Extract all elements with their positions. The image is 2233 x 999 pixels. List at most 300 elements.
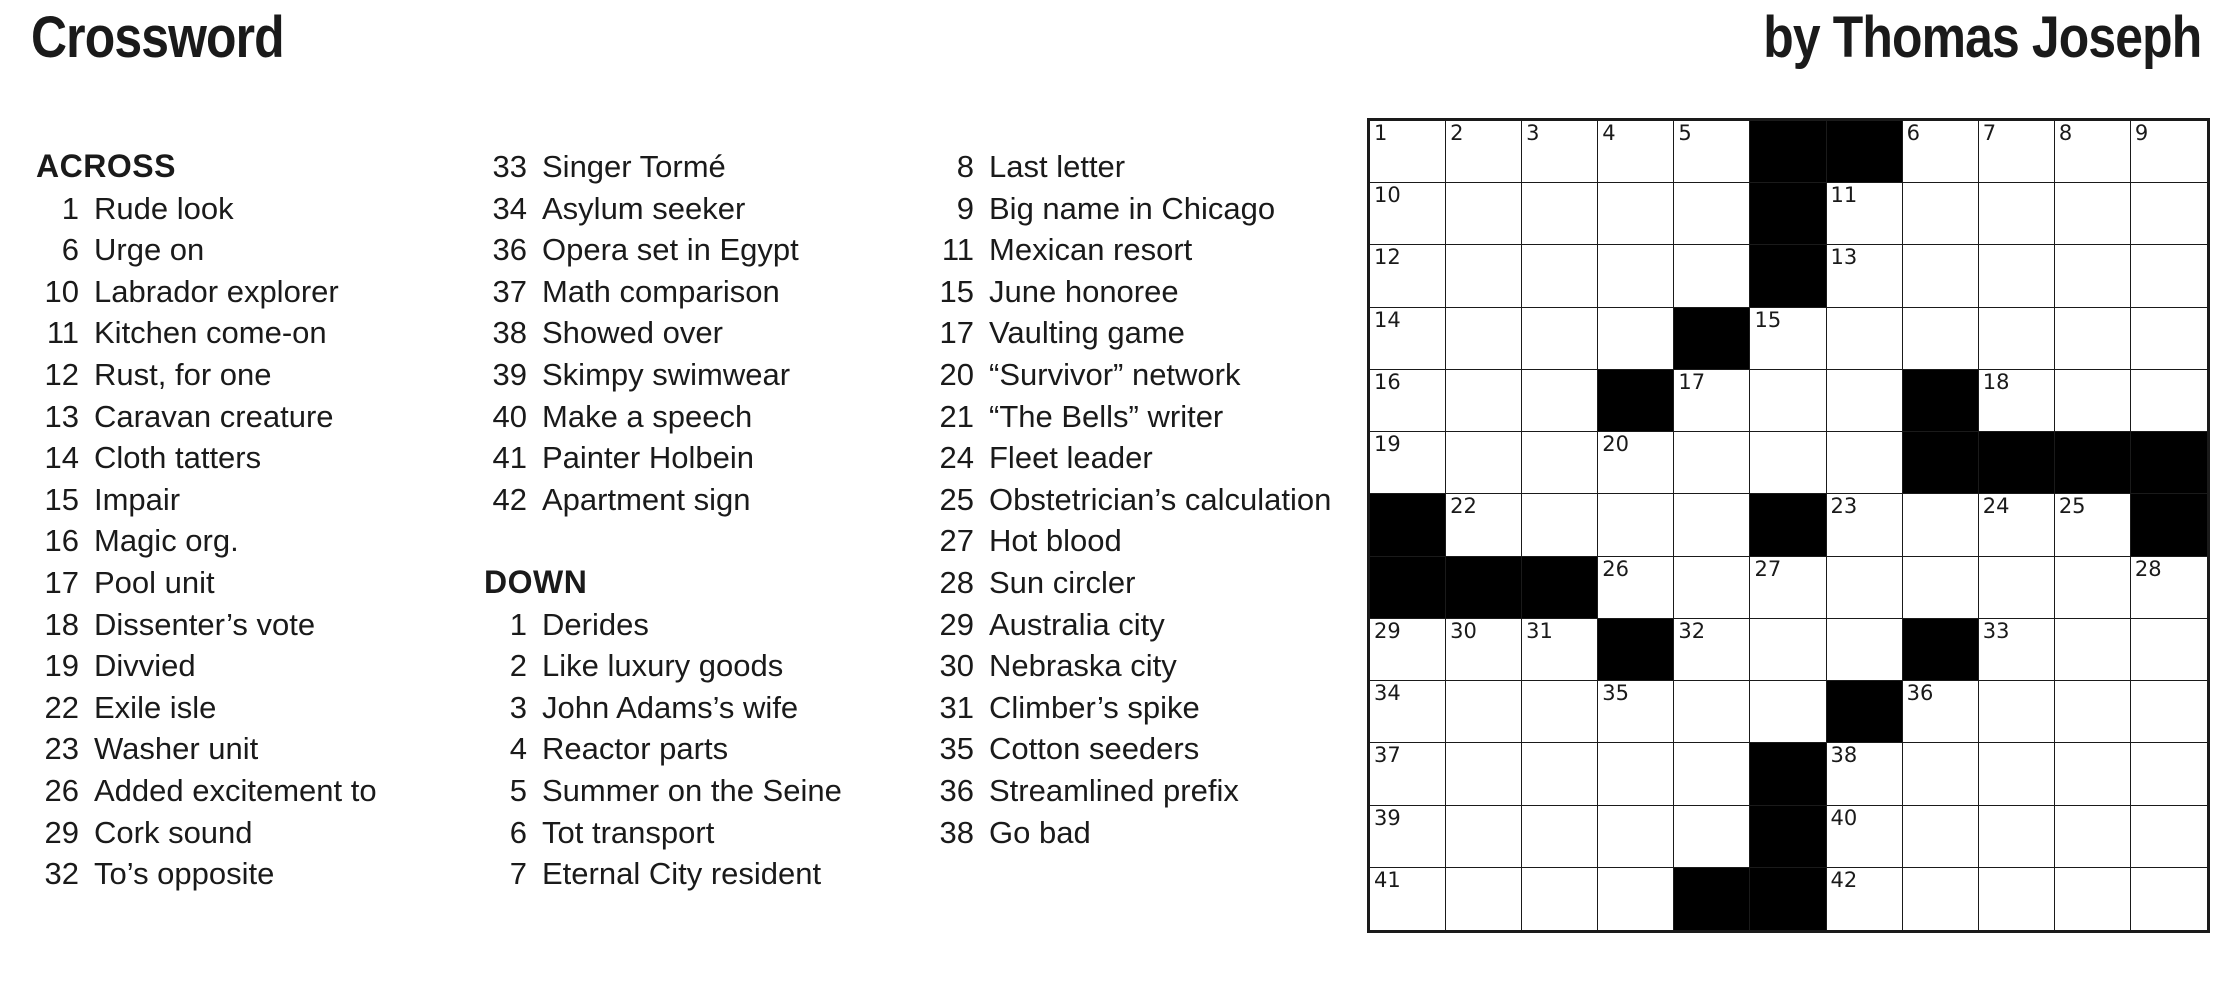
grid-cell[interactable] (1598, 432, 1674, 494)
clue-text: Impair (94, 481, 181, 517)
clue-number: 1 (509, 606, 527, 642)
clue-number: 16 (44, 523, 79, 559)
grid-cell[interactable] (2131, 681, 2207, 743)
cell-number: 24 (1982, 494, 2010, 519)
cell-number: 14 (1374, 307, 1401, 332)
grid-cell[interactable] (1750, 557, 1826, 619)
grid-cell[interactable] (1522, 432, 1598, 494)
grid-cell[interactable] (2055, 121, 2131, 183)
cell-number: 34 (1374, 681, 1401, 706)
clue-item (36, 562, 476, 604)
clue-number: 2 (509, 648, 527, 684)
grid-block (1903, 432, 1979, 494)
clue-number: 38 (939, 814, 974, 850)
grid-cell[interactable] (1827, 494, 1903, 556)
clue-item (931, 687, 1371, 729)
cell-number: 7 (1982, 121, 1997, 145)
clue-text: Eternal City resident (542, 856, 822, 892)
grid-cell[interactable] (1979, 121, 2055, 183)
clue-item (931, 312, 1371, 354)
grid-cell[interactable] (1370, 432, 1446, 494)
clue-number: 36 (492, 232, 527, 268)
grid-block (1750, 868, 1826, 930)
grid-cell[interactable] (1598, 868, 1674, 930)
clue-item (484, 396, 924, 438)
grid-block (1446, 557, 1522, 619)
grid-cell[interactable] (1827, 806, 1903, 868)
cell-number: 40 (1830, 805, 1858, 830)
clue-text: Sun circler (989, 564, 1136, 600)
grid-cell[interactable] (1522, 743, 1598, 805)
clue-number: 32 (44, 856, 79, 892)
cell-number: 15 (1754, 307, 1782, 332)
cell-number: 29 (1374, 618, 1401, 643)
clue-number: 27 (939, 523, 974, 559)
cell-number: 4 (1602, 121, 1616, 145)
clue-item (484, 354, 924, 396)
grid-block (1827, 681, 1903, 743)
grid-block (1903, 619, 1979, 681)
grid-cell[interactable] (1370, 868, 1446, 930)
grid-cell[interactable] (1750, 681, 1826, 743)
clue-text: Australia city (989, 606, 1165, 642)
clue-item (36, 437, 476, 479)
grid-cell[interactable] (1903, 806, 1979, 868)
clue-number: 19 (44, 648, 79, 684)
grid-cell[interactable] (1979, 308, 2055, 370)
clue-text: Showed over (542, 315, 723, 351)
clue-number: 17 (939, 315, 974, 351)
grid-cell[interactable] (1522, 868, 1598, 930)
grid-cell[interactable] (1446, 432, 1522, 494)
grid-cell[interactable] (1446, 806, 1522, 868)
grid-cell[interactable] (1522, 245, 1598, 307)
cell-number: 38 (1830, 743, 1858, 768)
clue-item (36, 229, 476, 271)
clue-column-3 (931, 146, 1371, 853)
clue-item (484, 271, 924, 313)
cell-number: 30 (1450, 618, 1477, 643)
clue-text: Added excitement to (94, 772, 377, 808)
grid-cell[interactable] (1598, 681, 1674, 743)
grid-cell[interactable] (1750, 432, 1826, 494)
grid-block (1750, 743, 1826, 805)
clue-item (484, 728, 924, 770)
grid-cell[interactable] (1446, 681, 1522, 743)
cell-number: 32 (1678, 618, 1706, 643)
grid-cell[interactable] (2055, 183, 2131, 245)
clue-text: Like luxury goods (542, 648, 784, 684)
grid-cell[interactable] (1446, 868, 1522, 930)
grid-cell[interactable] (1598, 245, 1674, 307)
grid-cell[interactable] (2131, 121, 2207, 183)
clue-number: 26 (44, 772, 79, 808)
clue-item (931, 604, 1371, 646)
clue-item (36, 188, 476, 230)
clue-text: Go bad (989, 814, 1091, 850)
grid-cell[interactable] (2131, 619, 2207, 681)
clue-text: Streamlined prefix (989, 772, 1239, 808)
cell-number: 16 (1374, 369, 1401, 394)
clue-item (484, 437, 924, 479)
cell-number: 19 (1374, 432, 1401, 457)
grid-block (1598, 619, 1674, 681)
clue-item (931, 396, 1371, 438)
grid-cell[interactable] (2055, 370, 2131, 432)
clue-text: Skimpy swimwear (542, 356, 791, 392)
clue-text: Opera set in Egypt (542, 232, 799, 268)
crossword-grid (1367, 118, 2210, 933)
grid-block (1750, 183, 1826, 245)
clue-text: Divvied (94, 648, 196, 684)
grid-cell[interactable] (1674, 557, 1750, 619)
clue-text: Urge on (94, 232, 205, 268)
clue-number: 4 (509, 731, 527, 767)
grid-cell[interactable] (1979, 681, 2055, 743)
grid-cell[interactable] (1370, 121, 1446, 183)
clue-item (36, 396, 476, 438)
clue-text: To’s opposite (94, 856, 275, 892)
grid-cell[interactable] (1903, 494, 1979, 556)
grid-cell[interactable] (1979, 183, 2055, 245)
grid-cell[interactable] (1674, 183, 1750, 245)
clue-number: 33 (492, 149, 527, 184)
clue-number: 1 (61, 190, 79, 226)
grid-cell[interactable] (1827, 245, 1903, 307)
grid-cell[interactable] (1522, 370, 1598, 432)
puzzle-title: Crossword (31, 5, 284, 70)
grid-block (1827, 121, 1903, 183)
grid-cell[interactable] (1598, 308, 1674, 370)
clue-item (36, 604, 476, 646)
grid-cell[interactable] (1598, 121, 1674, 183)
cell-number: 36 (1906, 681, 1934, 706)
clue-item (36, 770, 476, 812)
clue-number: 15 (939, 273, 974, 309)
clue-item (931, 229, 1371, 271)
grid-cell[interactable] (2131, 806, 2207, 868)
grid-cell[interactable] (1674, 121, 1750, 183)
clue-column-1 (36, 146, 476, 895)
grid-cell[interactable] (1522, 121, 1598, 183)
grid-cell[interactable] (1750, 619, 1826, 681)
clue-column-2 (484, 146, 924, 895)
cell-number: 17 (1678, 369, 1706, 394)
grid-cell[interactable] (1827, 619, 1903, 681)
grid-cell[interactable] (2055, 619, 2131, 681)
grid-cell[interactable] (1674, 806, 1750, 868)
clue-item (484, 479, 924, 521)
grid-cell[interactable] (1979, 557, 2055, 619)
grid-block (1750, 245, 1826, 307)
grid-cell[interactable] (1370, 308, 1446, 370)
grid-cell[interactable] (2131, 557, 2207, 619)
clue-number: 14 (44, 440, 79, 476)
grid-cell[interactable] (1370, 743, 1446, 805)
clue-item (931, 520, 1371, 562)
grid-cell[interactable] (1827, 432, 1903, 494)
clue-item (36, 312, 476, 354)
grid-cell[interactable] (1522, 183, 1598, 245)
clue-text: John Adams’s wife (542, 689, 799, 725)
grid-cell[interactable] (1903, 868, 1979, 930)
clue-number: 7 (509, 856, 527, 892)
clue-item (484, 312, 924, 354)
clue-item (484, 687, 924, 729)
grid-cell[interactable] (1446, 245, 1522, 307)
clue-text: Big name in Chicago (989, 190, 1276, 226)
grid-cell[interactable] (1446, 370, 1522, 432)
grid-cell[interactable] (1979, 494, 2055, 556)
clue-text: Climber’s spike (989, 689, 1200, 725)
clue-number: 6 (509, 814, 527, 850)
clue-number: 35 (939, 731, 974, 767)
grid-cell[interactable] (1827, 868, 1903, 930)
clue-number: 9 (956, 190, 974, 226)
grid-cell[interactable] (1370, 183, 1446, 245)
cell-number: 33 (1982, 618, 2010, 643)
grid-cell[interactable] (1522, 308, 1598, 370)
grid-cell[interactable] (1522, 681, 1598, 743)
clue-text: Rust, for one (94, 356, 272, 392)
clue-number: 25 (939, 481, 974, 517)
clue-text: Hot blood (989, 523, 1122, 559)
grid-cell[interactable] (1979, 619, 2055, 681)
clue-text: June honoree (989, 273, 1179, 309)
grid-cell[interactable] (1446, 308, 1522, 370)
grid-cell[interactable] (2055, 245, 2131, 307)
clue-item (36, 687, 476, 729)
clue-item (931, 770, 1371, 812)
clue-number: 18 (44, 606, 79, 642)
cell-number: 2 (1450, 121, 1464, 145)
grid-cell[interactable] (1522, 806, 1598, 868)
cell-number: 42 (1830, 867, 1858, 892)
clue-number: 36 (939, 772, 974, 808)
clue-text: Make a speech (542, 398, 753, 434)
clue-text: Pool unit (94, 564, 215, 600)
clue-item (484, 812, 924, 854)
clue-text: Math comparison (542, 273, 780, 309)
grid-cell[interactable] (1903, 245, 1979, 307)
grid-block (1370, 494, 1446, 556)
cell-number: 31 (1526, 618, 1553, 643)
clue-text: Caravan creature (94, 398, 334, 434)
clue-text: Magic org. (94, 523, 239, 559)
grid-cell[interactable] (1827, 557, 1903, 619)
grid-cell[interactable] (1598, 183, 1674, 245)
grid-cell[interactable] (2055, 681, 2131, 743)
clue-number: 29 (44, 814, 79, 850)
clue-text: Derides (542, 606, 649, 642)
clue-text: Nebraska city (989, 648, 1177, 684)
clue-text: Kitchen come-on (94, 315, 327, 351)
clue-text: Reactor parts (542, 731, 729, 767)
grid-cell[interactable] (2131, 370, 2207, 432)
grid-cell[interactable] (2131, 868, 2207, 930)
grid-cell[interactable] (1979, 743, 2055, 805)
grid-cell[interactable] (1674, 245, 1750, 307)
clue-number: 29 (939, 606, 974, 642)
clue-number: 12 (44, 356, 79, 392)
grid-cell[interactable] (1446, 183, 1522, 245)
clue-item (931, 562, 1371, 604)
grid-cell[interactable] (1979, 245, 2055, 307)
clue-item (931, 146, 1371, 188)
grid-cell[interactable] (1522, 619, 1598, 681)
grid-cell[interactable] (1827, 308, 1903, 370)
grid-cell[interactable] (1979, 370, 2055, 432)
clue-number: 30 (939, 648, 974, 684)
grid-cell[interactable] (1674, 370, 1750, 432)
clue-number: 11 (46, 315, 79, 351)
clue-item (36, 728, 476, 770)
grid-cell[interactable] (1903, 308, 1979, 370)
cell-number: 12 (1374, 245, 1401, 270)
grid-cell[interactable] (2055, 308, 2131, 370)
grid-cell[interactable] (1674, 743, 1750, 805)
grid-cell[interactable] (2055, 557, 2131, 619)
cell-number: 9 (2134, 121, 2149, 145)
clue-item (36, 520, 476, 562)
clue-text: Exile isle (94, 689, 217, 725)
grid-cell[interactable] (2131, 308, 2207, 370)
cell-number: 1 (1374, 121, 1388, 145)
clue-number: 42 (492, 481, 527, 517)
cell-number: 11 (1830, 183, 1858, 208)
clue-number: 31 (939, 689, 974, 725)
grid-cell[interactable] (1750, 370, 1826, 432)
grid-cell[interactable] (1903, 121, 1979, 183)
grid-cell[interactable] (2055, 806, 2131, 868)
clue-number: 40 (492, 398, 527, 434)
grid-cell[interactable] (1903, 557, 1979, 619)
grid-cell[interactable] (1370, 619, 1446, 681)
grid-cell[interactable] (1903, 681, 1979, 743)
grid-cell[interactable] (1370, 681, 1446, 743)
grid-cell[interactable] (1446, 619, 1522, 681)
grid-cell[interactable] (1674, 681, 1750, 743)
clue-item (36, 812, 476, 854)
clue-text: Obstetrician’s calculation (989, 481, 1332, 517)
cell-number: 13 (1830, 245, 1858, 270)
grid-block (1903, 370, 1979, 432)
clue-text: Asylum seeker (542, 190, 746, 226)
grid-block (1598, 370, 1674, 432)
clue-number: 38 (492, 315, 527, 351)
clue-text: Fleet leader (989, 440, 1153, 476)
grid-cell[interactable] (1598, 557, 1674, 619)
grid-block (2131, 494, 2207, 556)
grid-cell[interactable] (1903, 743, 1979, 805)
clue-spacer (484, 520, 924, 562)
cell-number: 6 (1906, 121, 1920, 145)
grid-cell[interactable] (1979, 806, 2055, 868)
grid-cell[interactable] (1446, 494, 1522, 556)
grid-block (1750, 806, 1826, 868)
clue-text: Mexican resort (989, 232, 1193, 268)
grid-cell[interactable] (2055, 494, 2131, 556)
grid-cell[interactable] (1903, 183, 1979, 245)
grid-cell[interactable] (2055, 868, 2131, 930)
clue-text: Cotton seeders (989, 731, 1200, 767)
clue-text: Cloth tatters (94, 440, 262, 476)
clue-number: 8 (956, 149, 974, 184)
grid-cell[interactable] (1598, 806, 1674, 868)
clue-text: Labrador explorer (94, 273, 339, 309)
clue-number: 20 (939, 356, 974, 392)
grid-cell[interactable] (2131, 183, 2207, 245)
grid-cell[interactable] (1827, 183, 1903, 245)
clue-item (484, 188, 924, 230)
clue-number: 3 (509, 689, 527, 725)
grid-block (1750, 121, 1826, 183)
cell-number: 22 (1450, 494, 1477, 519)
grid-cell[interactable] (1674, 494, 1750, 556)
clue-text: Vaulting game (989, 315, 1185, 351)
grid-cell[interactable] (1370, 245, 1446, 307)
cell-number: 23 (1830, 494, 1858, 519)
grid-block (1750, 494, 1826, 556)
grid-cell[interactable] (2131, 743, 2207, 805)
clue-number: 11 (941, 232, 974, 268)
grid-cell[interactable] (1370, 806, 1446, 868)
clue-item (36, 645, 476, 687)
clue-number: 22 (44, 689, 79, 725)
cell-number: 39 (1374, 805, 1401, 830)
grid-cell[interactable] (1522, 494, 1598, 556)
grid-cell[interactable] (1598, 743, 1674, 805)
grid-cell[interactable] (1750, 308, 1826, 370)
grid-cell[interactable] (1674, 432, 1750, 494)
grid-cell[interactable] (1979, 868, 2055, 930)
clue-text: “The Bells” writer (989, 398, 1224, 434)
grid-cell[interactable] (1370, 370, 1446, 432)
clue-text: Rude look (94, 190, 234, 226)
grid-block (1370, 557, 1446, 619)
clue-item (931, 188, 1371, 230)
cell-number: 18 (1982, 369, 2010, 394)
clue-item (484, 645, 924, 687)
grid-cell[interactable] (1446, 743, 1522, 805)
grid-cell[interactable] (1827, 370, 1903, 432)
clue-number: 24 (939, 440, 974, 476)
clue-item (931, 645, 1371, 687)
cell-number: 20 (1602, 432, 1629, 457)
grid-cell[interactable] (2055, 743, 2131, 805)
grid-block (1979, 432, 2055, 494)
clue-item (931, 354, 1371, 396)
puzzle-byline: by Thomas Joseph (1762, 5, 2201, 70)
cell-number: 35 (1602, 681, 1629, 706)
clue-number: 41 (492, 440, 527, 476)
grid-cell[interactable] (1674, 619, 1750, 681)
grid-block (1674, 868, 1750, 930)
clue-number: 15 (44, 481, 79, 517)
grid-cell[interactable] (1598, 494, 1674, 556)
grid-cell[interactable] (1446, 121, 1522, 183)
clue-item (931, 479, 1371, 521)
clue-text: Cork sound (94, 814, 253, 850)
clue-text: Apartment sign (542, 481, 751, 517)
clue-item (484, 146, 924, 188)
clue-number: 37 (492, 273, 527, 309)
grid-cell[interactable] (1827, 743, 1903, 805)
grid-cell[interactable] (2131, 245, 2207, 307)
clue-item (36, 479, 476, 521)
clue-heading-down: DOWN (484, 563, 588, 600)
clue-text: Summer on the Seine (542, 772, 842, 808)
